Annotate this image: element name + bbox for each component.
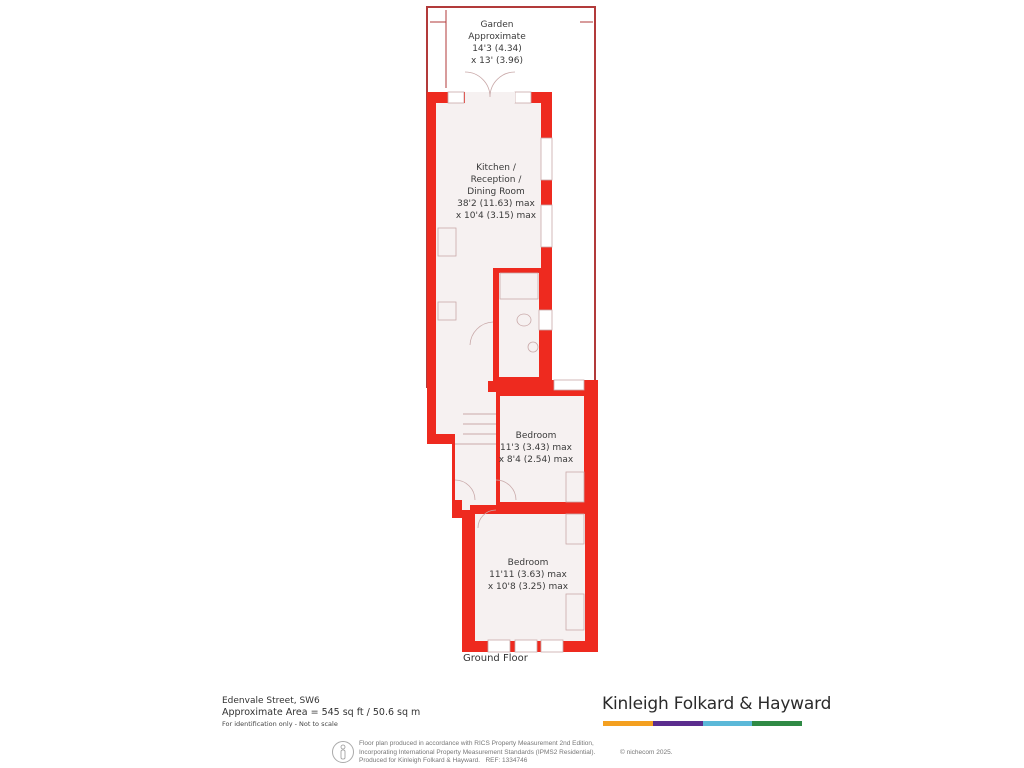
bedroom-1-label [481,430,591,466]
room-name: Dining Room [467,187,525,197]
room-name: Bedroom [507,558,549,568]
garden-label [437,19,557,67]
brand-bar-green [752,721,802,726]
brand-color-bar [603,721,802,726]
brand-bar-blue [703,721,753,726]
scale-disclaimer: For identification only - Not to scale [222,720,338,728]
person-glyph [333,742,353,762]
room-dimension: 11'11 (3.63) max [489,570,567,580]
room-dimension: x 8'4 (2.54) max [498,455,574,465]
room-dimension: x 10'4 (3.15) max [455,211,537,221]
room-dimension: x 13' (3.96) [470,56,524,66]
room-dimension: 14'3 (4.34) [472,44,522,54]
room-name: Kitchen / [476,163,516,173]
hallway [436,268,496,510]
brand-bar-orange [603,721,653,726]
approximate-area: Approximate Area = 545 sq ft / 50.6 sq m [222,707,421,718]
brand-name: Kinleigh Folkard & Hayward [602,694,832,714]
footer-line: Incorporating International Property Measurement Standards (IPMS2 Residential). [359,748,596,756]
kitchen-label [436,162,556,222]
bathroom [499,273,539,377]
floor-label: Ground Floor [463,653,528,664]
room-note: Approximate [468,32,526,42]
bedroom-2-label [473,557,583,593]
room-name: Garden [480,20,514,30]
footer-notes [359,740,595,766]
room-dimension: 11'3 (3.43) max [499,443,573,453]
room-dimension: 38'2 (11.63) max [457,199,535,209]
brand-bar-purple [653,721,703,726]
room-name: Bedroom [515,431,557,441]
room-dimension: x 10'8 (3.25) max [487,582,569,592]
person-info-icon [332,741,354,763]
copyright: © nichecom 2025. [620,748,673,756]
property-address: Edenvale Street, SW6 [222,696,320,706]
footer-line: Produced for Kinleigh Folkard & Hayward. REF: 1334746 [359,757,528,764]
room-name: Reception / [470,175,522,185]
footer-line: Floor plan produced in accordance with RICS Property Measurement 2nd Edition, [359,740,594,747]
